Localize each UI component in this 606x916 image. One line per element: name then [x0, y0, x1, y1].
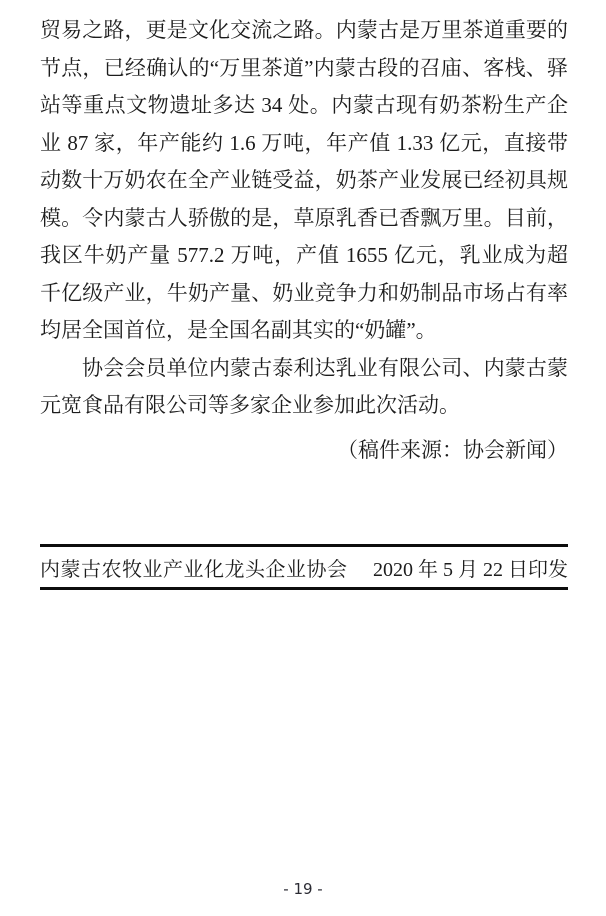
body-paragraph-2: 协会会员单位内蒙古泰利达乳业有限公司、内蒙古蒙元宽食品有限公司等多家企业参加此次活动。: [40, 355, 568, 417]
document-body: [40, 12, 568, 469]
issuance-footer: [40, 544, 568, 590]
issuer-name: 内蒙古农牧业产业化龙头企业协会: [40, 558, 348, 581]
page-number: - 19 -: [283, 880, 323, 898]
issue-date: 2020 年 5 月 22 日印发: [373, 558, 568, 581]
source-attribution: （稿件来源：协会新闻）: [337, 437, 568, 462]
body-paragraph-1: 贸易之路，更是文化交流之路。内蒙古是万里茶道重要的节点，已经确认的“万里茶道”内蒙古段的召庙、客栈、驿站等重点文物遗址多达 34 处。内蒙古现有奶茶粉生产企业 87 家，年产能约 1.6 万吨，年产值 1.33 亿元，直接带动数十万奶农在全产业链受益，奶茶产业发展已经初具规模。令内蒙古人骄傲的是，草原乳香已香飘万里。目前，我区牛奶产量 577.2 万吨，产值 1655 亿元，乳业成为超千亿级产业，牛奶产量、奶业竞争力和奶制品市场占有率均居全国首位，是全国名副其实的“奶罐”。: [40, 18, 568, 342]
